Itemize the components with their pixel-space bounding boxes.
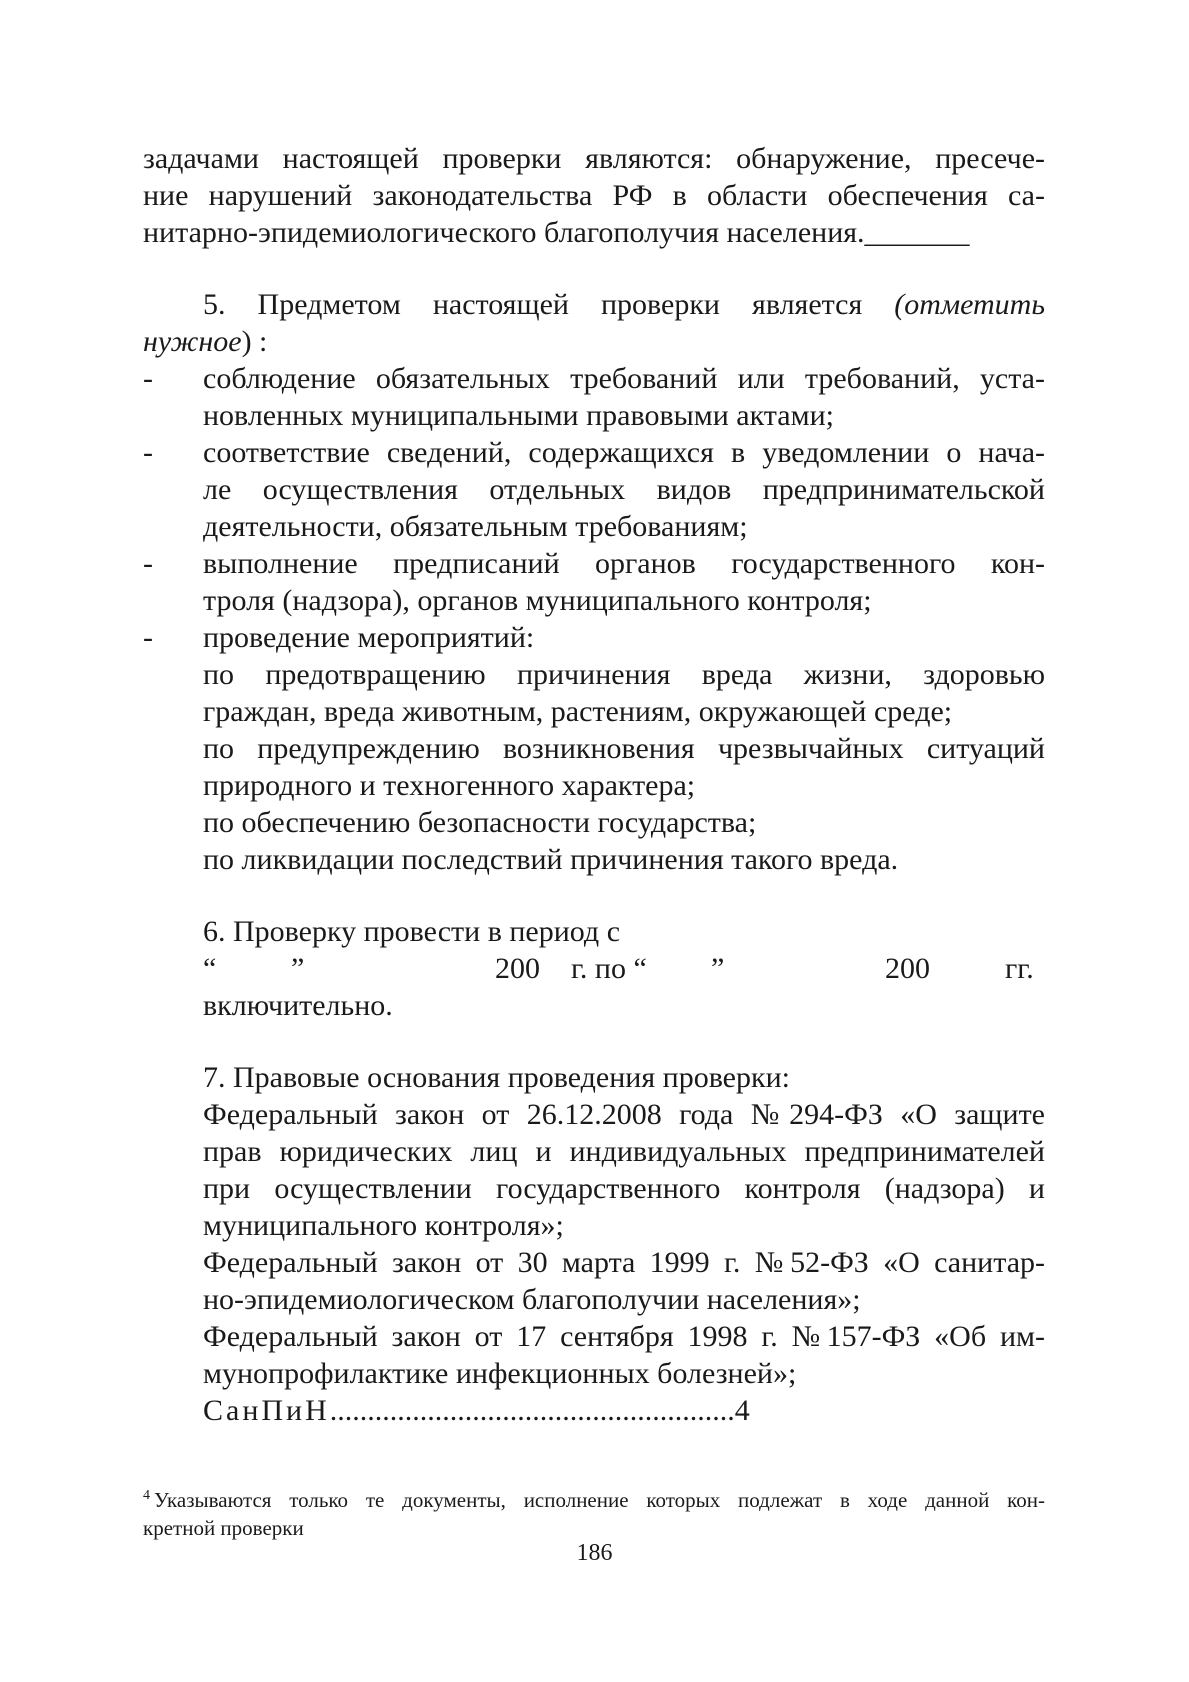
quote-close: ”: [711, 952, 725, 985]
list-item: [143, 360, 1045, 434]
section-5: [143, 286, 1045, 878]
text-line: граждан, вреда животным, растениям, окружающей среде;: [203, 695, 953, 728]
footnote-line: [143, 1482, 1045, 1514]
document-body: [143, 140, 1045, 1429]
year-start: 200: [495, 952, 540, 985]
text-line: но-эпидемиологическом благополучии населения»;: [203, 1283, 861, 1316]
sanpin-dots: ......................................................: [329, 1394, 735, 1427]
list-item: [143, 619, 1045, 656]
text-line: деятельности, обязательным требованиям;: [203, 510, 748, 543]
dash-bullet: -: [143, 547, 153, 580]
text-line: соответствие сведений, содержащихся в уведомлении о нача-: [203, 436, 1045, 469]
text-line: по предотвращению причинения вреда жизни, здоровью: [203, 658, 1045, 691]
text-line: Федеральный закон от 17 сентября 1998 г. №157-ФЗ «Об им-: [203, 1320, 1045, 1353]
section-6: [143, 913, 1045, 1024]
text-line: прав юридических лиц и индивидуальных предпринимателей: [203, 1135, 1045, 1168]
dash-bullet: -: [143, 362, 153, 395]
sanpin-label: СанПиН: [203, 1394, 330, 1427]
to-label: г. по “: [571, 952, 647, 985]
text-line: Федеральный закон от 30 марта 1999 г. №52-ФЗ «О санитар-: [203, 1246, 1045, 1279]
footnote-line: кретной проверки: [143, 1516, 304, 1540]
text-line: задачами настоящей проверки являются: обнаружение, пресече-: [143, 142, 1045, 175]
section-7-heading: 7. Правовые основания проведения проверки:: [203, 1061, 790, 1094]
dash-bullet: -: [143, 621, 153, 654]
section-5-heading: [143, 286, 1045, 323]
text-line: при осуществлении государственного контроля (надзора) и: [203, 1172, 1045, 1205]
footnote-text: Указываются только те документы, исполнение которых подлежат в ходе данной кон-: [154, 1488, 1045, 1512]
heading-text: 5. Предметом настоящей проверки является: [203, 288, 895, 321]
text-line: включительно.: [203, 989, 393, 1022]
heading-suffix: ) :: [241, 325, 268, 358]
text-line: Федеральный закон от 26.12.2008 года №294-ФЗ «О защите: [203, 1098, 1045, 1131]
text-line: соблюдение обязательных требований или требований, уста-: [203, 362, 1045, 395]
footnote-reference: 4: [734, 1394, 750, 1427]
quote-close: ”: [291, 952, 305, 985]
text-line: по обеспечению безопасности государства;: [203, 806, 757, 839]
footnote-mark: 4: [143, 1488, 150, 1503]
text-line: проведение мероприятий:: [203, 621, 535, 654]
text-line: нитарно-эпидемиологического благополучия населения._______: [143, 216, 970, 249]
period-dates: [203, 950, 1045, 987]
sanpin-line: [203, 1392, 1045, 1429]
list-item: [143, 434, 1045, 545]
measures-list: [143, 656, 1045, 878]
text-line: природного и техногенного характера;: [203, 769, 696, 802]
text-line: новленных муниципальными правовыми актами;: [203, 399, 834, 432]
text-line: мунопрофилактике инфекционных болезней»;: [203, 1357, 797, 1390]
heading-italic: (отметить: [894, 288, 1045, 321]
section-7: [143, 1059, 1045, 1429]
years-label: гг.: [1005, 952, 1034, 985]
intro-paragraph: [143, 140, 1045, 251]
footnote: [143, 1482, 1045, 1542]
text-line: троля (надзора), органов муниципального контроля;: [203, 584, 872, 617]
year-end: 200: [885, 952, 930, 985]
page-number: 186: [576, 1540, 613, 1566]
text-line: по ликвидации последствий причинения такого вреда.: [203, 843, 899, 876]
heading-italic: нужное: [143, 325, 242, 358]
text-line: ле осуществления отдельных видов предпринимательской: [203, 473, 1045, 506]
section-6-heading: 6. Проверку провести в период с: [203, 915, 621, 948]
text-line: муниципального контроля»;: [203, 1209, 564, 1242]
dash-bullet: -: [143, 436, 153, 469]
list-item: [143, 545, 1045, 619]
quote-open: “: [203, 952, 217, 985]
section-5-heading-cont: [143, 323, 1045, 360]
text-line: по предупреждению возникновения чрезвычайных ситуаций: [203, 732, 1045, 765]
text-line: выполнение предписаний органов государственного кон-: [203, 547, 1045, 580]
text-line: ние нарушений законодательства РФ в области обеспечения са-: [143, 179, 1045, 212]
